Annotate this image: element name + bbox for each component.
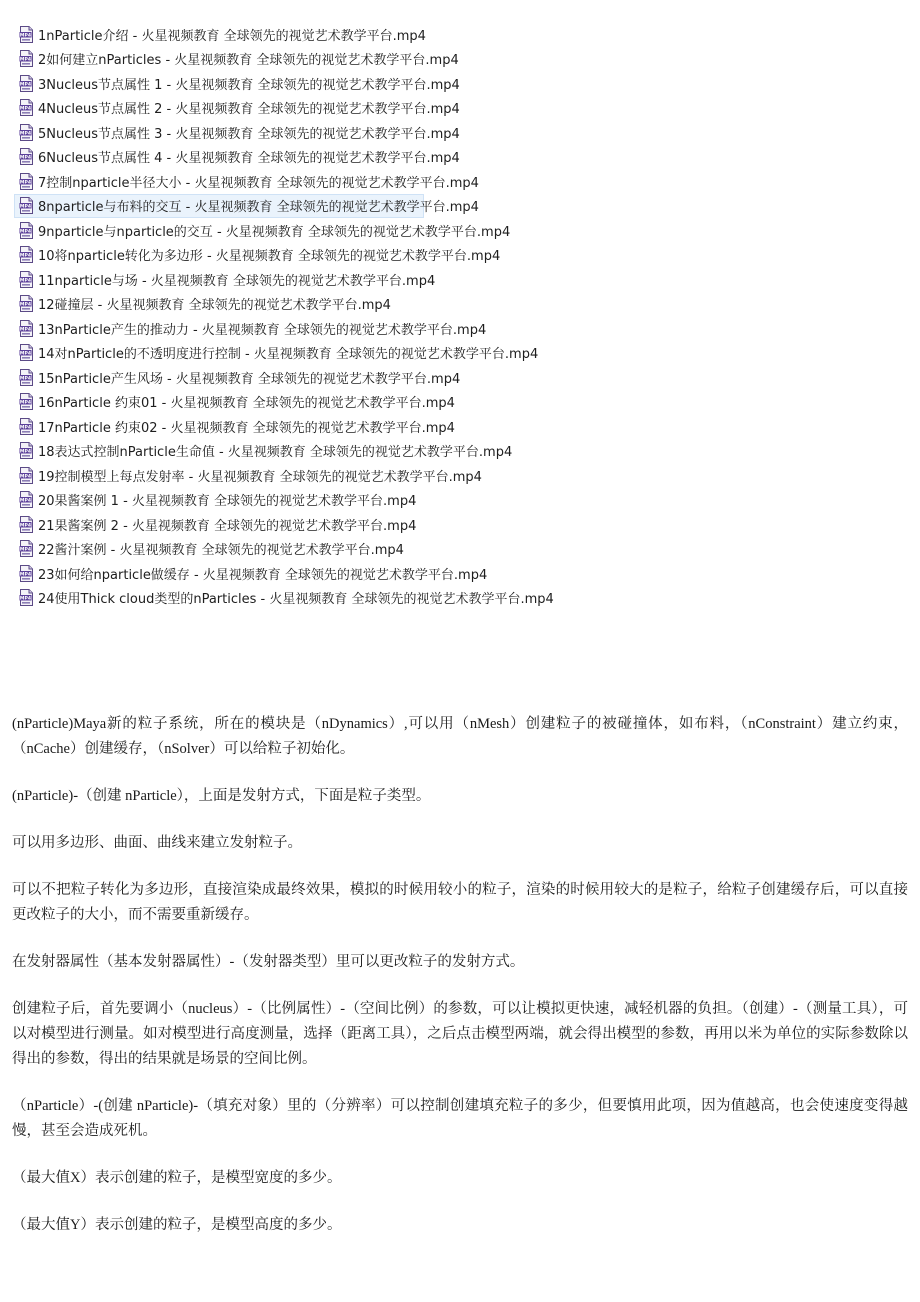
mp4-file-icon	[19, 295, 34, 312]
svg-text:MP4: MP4	[19, 82, 32, 88]
article-body	[12, 712, 908, 1260]
mp4-file-icon	[19, 442, 34, 459]
file-name: 15nParticle产生风场 - 火星视频教育 全球领先的视觉艺术教学平台.mp4	[38, 371, 461, 387]
mp4-file-icon	[19, 540, 34, 557]
file-name: 1nParticle介绍 - 火星视频教育 全球领先的视觉艺术教学平台.mp4	[38, 28, 426, 44]
file-name: 22酱汁案例 - 火星视频教育 全球领先的视觉艺术教学平台.mp4	[38, 543, 404, 559]
file-name: 20果酱案例 1 - 火星视频教育 全球领先的视觉艺术教学平台.mp4	[38, 494, 417, 510]
mp4-file-icon	[19, 516, 34, 533]
mp4-file-icon	[19, 26, 34, 43]
mp4-file-icon	[19, 369, 34, 386]
article-paragraph: （最大值X）表示创建的粒子，是模型宽度的多少。	[12, 1170, 342, 1186]
article-paragraph: 在发射器属性（基本发射器属性）-（发射器类型）里可以更改粒子的发射方式。	[12, 954, 525, 970]
svg-text:MP4: MP4	[19, 547, 32, 553]
file-list-item[interactable]	[14, 537, 424, 562]
mp4-file-icon	[19, 99, 34, 116]
file-list-item[interactable]	[14, 316, 487, 341]
file-list-item[interactable]	[14, 145, 460, 170]
file-list-item[interactable]	[14, 22, 424, 47]
file-name: 17nParticle 约束02 - 火星视频教育 全球领先的视觉艺术教学平台.mp4	[38, 420, 455, 436]
file-name: 6Nucleus节点属性 4 - 火星视频教育 全球领先的视觉艺术教学平台.mp4	[38, 151, 460, 167]
file-list-item[interactable]	[14, 365, 461, 390]
svg-text:MP4: MP4	[19, 474, 32, 480]
svg-text:MP4: MP4	[19, 57, 32, 63]
svg-text:MP4: MP4	[19, 400, 32, 406]
file-name: 23如何给nparticle做缓存 - 火星视频教育 全球领先的视觉艺术教学平台.mp4	[38, 567, 488, 583]
mp4-file-icon	[19, 393, 34, 410]
file-name: 18表达式控制nParticle生命值 - 火星视频教育 全球领先的视觉艺术教学平台.mp4	[38, 445, 513, 461]
file-list-item[interactable]	[14, 586, 554, 611]
file-name: 5Nucleus节点属性 3 - 火星视频教育 全球领先的视觉艺术教学平台.mp4	[38, 126, 460, 142]
svg-text:MP4: MP4	[19, 351, 32, 357]
mp4-file-icon	[19, 344, 34, 361]
svg-text:MP4: MP4	[19, 204, 32, 210]
mp4-file-icon	[19, 271, 34, 288]
article-paragraph: 创建粒子后，首先要调小（nucleus）-（比例属性）-（空间比例）的参数，可以让模拟更快速，减轻机器的负担。（创建）-（测量工具），可以对模型进行测量。如对模型进行高度测量，选择（距离工具），之后点击模型两端，就会得出模型的参数，再用以米为单位的实际参数除以得出的参数，得出的结果就是场景的空间比例。	[12, 1001, 908, 1067]
file-name: 4Nucleus节点属性 2 - 火星视频教育 全球领先的视觉艺术教学平台.mp4	[38, 102, 460, 118]
file-list-item[interactable]	[14, 243, 501, 268]
file-list-item[interactable]	[14, 439, 513, 464]
file-name: 13nParticle产生的推动力 - 火星视频教育 全球领先的视觉艺术教学平台.mp4	[38, 322, 487, 338]
file-list-item[interactable]	[14, 488, 424, 513]
svg-text:MP4: MP4	[19, 596, 32, 602]
file-list	[14, 22, 554, 610]
mp4-file-icon	[19, 589, 34, 606]
svg-text:MP4: MP4	[19, 278, 32, 284]
mp4-file-icon	[19, 467, 34, 484]
file-list-item[interactable]	[14, 267, 436, 292]
file-list-item[interactable]	[14, 169, 479, 194]
svg-text:MP4: MP4	[19, 33, 32, 39]
mp4-file-icon	[19, 222, 34, 239]
file-name: 11nparticle与场 - 火星视频教育 全球领先的视觉艺术教学平台.mp4	[38, 273, 436, 289]
file-name: 14对nParticle的不透明度进行控制 - 火星视频教育 全球领先的视觉艺术教学平台.mp4	[38, 347, 539, 363]
file-list-item[interactable]	[14, 120, 460, 145]
file-name: 2如何建立nParticles - 火星视频教育 全球领先的视觉艺术教学平台.mp4	[38, 53, 459, 69]
file-name: 24使用Thick cloud类型的nParticles - 火星视频教育 全球领先的视觉艺术教学平台.mp4	[38, 592, 554, 608]
file-name: 9nparticle与nparticle的交互 - 火星视频教育 全球领先的视觉艺术教学平台.mp4	[38, 224, 511, 240]
svg-text:MP4: MP4	[19, 572, 32, 578]
mp4-file-icon	[19, 491, 34, 508]
mp4-file-icon	[19, 75, 34, 92]
file-list-item[interactable]	[14, 561, 488, 586]
file-list-item[interactable]	[14, 96, 460, 121]
svg-text:MP4: MP4	[19, 180, 32, 186]
svg-text:MP4: MP4	[19, 155, 32, 161]
svg-text:MP4: MP4	[19, 376, 32, 382]
file-name: 8nparticle与布料的交互 - 火星视频教育 全球领先的视觉艺术教学平台.mp4	[38, 200, 479, 216]
mp4-file-icon	[19, 124, 34, 141]
file-list-item[interactable]	[14, 218, 511, 243]
svg-text:MP4: MP4	[19, 302, 32, 308]
file-name: 3Nucleus节点属性 1 - 火星视频教育 全球领先的视觉艺术教学平台.mp4	[38, 77, 460, 93]
mp4-file-icon	[19, 246, 34, 263]
mp4-file-icon	[19, 148, 34, 165]
mp4-file-icon	[19, 173, 34, 190]
svg-text:MP4: MP4	[19, 523, 32, 529]
article-paragraph: （最大值Y）表示创建的粒子，是模型高度的多少。	[12, 1217, 342, 1233]
file-list-item[interactable]	[14, 341, 539, 366]
svg-text:MP4: MP4	[19, 498, 32, 504]
file-name: 12碰撞层 - 火星视频教育 全球领先的视觉艺术教学平台.mp4	[38, 298, 391, 314]
svg-text:MP4: MP4	[19, 449, 32, 455]
file-list-item[interactable]	[14, 194, 479, 219]
mp4-file-icon	[19, 197, 34, 214]
svg-text:MP4: MP4	[19, 425, 32, 431]
file-name: 19控制模型上每点发射率 - 火星视频教育 全球领先的视觉艺术教学平台.mp4	[38, 469, 482, 485]
file-list-item[interactable]	[14, 292, 424, 317]
file-list-item[interactable]	[14, 463, 482, 488]
file-list-item[interactable]	[14, 71, 460, 96]
file-name: 16nParticle 约束01 - 火星视频教育 全球领先的视觉艺术教学平台.mp4	[38, 396, 455, 412]
file-list-item[interactable]	[14, 414, 455, 439]
svg-text:MP4: MP4	[19, 253, 32, 259]
svg-text:MP4: MP4	[19, 106, 32, 112]
svg-text:MP4: MP4	[19, 327, 32, 333]
article-paragraph: (nParticle)-（创建 nParticle），上面是发射方式，下面是粒子类型。	[12, 788, 431, 804]
file-list-item[interactable]	[14, 512, 424, 537]
article-paragraph: 可以不把粒子转化为多边形，直接渲染成最终效果，模拟的时候用较小的粒子，渲染的时候用较大的是粒子，给粒子创建缓存后，可以直接更改粒子的大小，而不需要重新缓存。	[12, 882, 908, 923]
file-list-item[interactable]	[14, 47, 459, 72]
mp4-file-icon	[19, 565, 34, 582]
file-name: 21果酱案例 2 - 火星视频教育 全球领先的视觉艺术教学平台.mp4	[38, 518, 417, 534]
mp4-file-icon	[19, 50, 34, 67]
svg-text:MP4: MP4	[19, 131, 32, 137]
article-paragraph: (nParticle)Maya新的粒子系统，所在的模块是（nDynamics）,可以用（nMesh）创建粒子的被碰撞体，如布料，（nConstraint）建立约束，（nCache）创建缓存，（nSolver）可以给粒子初始化。	[12, 716, 908, 757]
file-list-item[interactable]	[14, 390, 455, 415]
svg-text:MP4: MP4	[19, 229, 32, 235]
mp4-file-icon	[19, 418, 34, 435]
file-name: 10将nparticle转化为多边形 - 火星视频教育 全球领先的视觉艺术教学平台.mp4	[38, 249, 501, 265]
article-paragraph: （nParticle）-(创建 nParticle)-（填充对象）里的（分辨率）可以控制创建填充粒子的多少，但要慎用此项，因为值越高，也会使速度变得越慢，甚至会造成死机。	[12, 1098, 908, 1139]
article-paragraph: 可以用多边形、曲面、曲线来建立发射粒子。	[12, 835, 302, 851]
mp4-file-icon	[19, 320, 34, 337]
file-name: 7控制nparticle半径大小 - 火星视频教育 全球领先的视觉艺术教学平台.mp4	[38, 175, 479, 191]
